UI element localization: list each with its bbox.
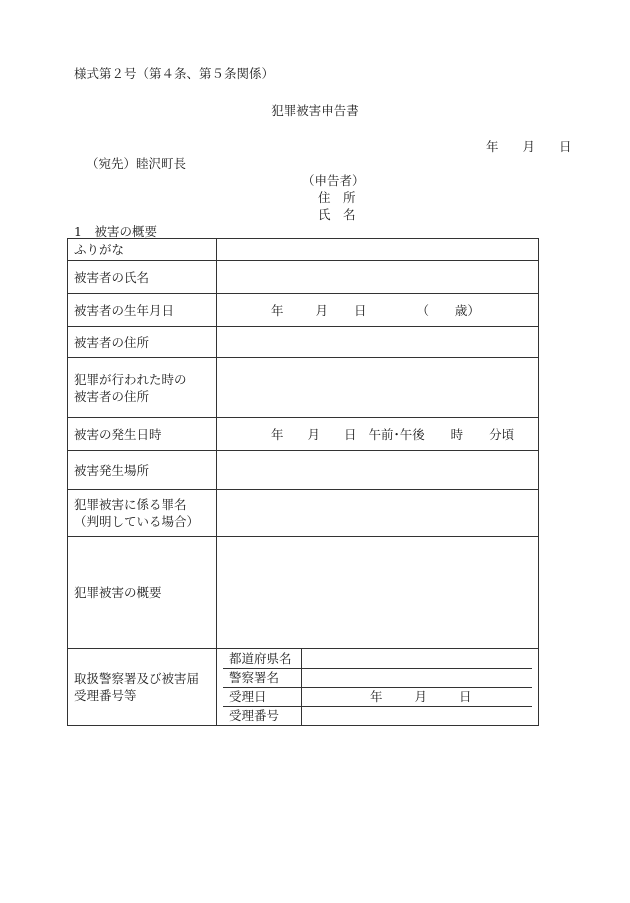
received-number-field[interactable] xyxy=(302,706,533,725)
row-victim-name xyxy=(68,261,539,294)
applicant-address-label: 住 所 xyxy=(318,190,356,205)
received-date-label: 受理日 xyxy=(223,687,302,706)
received-number-label: 受理番号 xyxy=(223,706,302,725)
address-at-time-field[interactable] xyxy=(217,358,539,418)
damage-summary-table xyxy=(67,238,539,726)
row-victim-birthdate xyxy=(68,294,539,327)
applicant-label: （申告者） xyxy=(302,173,365,188)
received-date-field[interactable] xyxy=(302,687,533,706)
age-open: （ xyxy=(416,302,429,318)
crime-name-field[interactable] xyxy=(217,490,539,537)
date-year: 年 xyxy=(486,139,499,154)
birth-day-label: 日 xyxy=(353,302,367,318)
occ-minute-label: 分頃 xyxy=(489,426,515,442)
occ-day-label: 日 xyxy=(343,426,357,442)
crime-name-line2: （判明している場合） xyxy=(74,514,200,529)
victim-address-label: 被害者の住所 xyxy=(68,327,217,358)
occ-year-label: 年 xyxy=(270,426,284,442)
address-at-time-line2: 被害者の住所 xyxy=(74,388,150,404)
prefecture-field[interactable] xyxy=(302,649,533,668)
birth-month-label: 月 xyxy=(315,302,328,318)
birth-year-label: 年 xyxy=(270,302,284,318)
date-day: 日 xyxy=(558,139,572,154)
police-line1: 取扱警察署及び被害届 xyxy=(74,670,200,686)
age-label: 歳） xyxy=(454,302,480,318)
date-month: 月 xyxy=(522,139,535,154)
row-prefecture xyxy=(223,649,532,668)
applicant-name-label: 氏 名 xyxy=(318,207,356,222)
station-label: 警察署名 xyxy=(223,668,302,687)
summary-label: 犯罪被害の概要 xyxy=(68,537,217,649)
row-station xyxy=(223,668,532,687)
occ-hour-label: 時 xyxy=(450,426,464,442)
occ-ampm-label: 午前･午後 xyxy=(368,426,425,442)
row-furigana xyxy=(68,239,539,261)
police-subtable-cell xyxy=(217,649,539,726)
recv-day-label: 日 xyxy=(458,689,472,704)
crime-name-line1: 犯罪被害に係る罪名 xyxy=(74,497,187,512)
furigana-label: ふりがな xyxy=(68,239,217,261)
victim-address-field[interactable] xyxy=(217,327,539,358)
police-line2: 受理番号等 xyxy=(74,687,137,703)
row-crime-name xyxy=(68,490,539,537)
victim-name-label: 被害者の氏名 xyxy=(68,261,217,294)
date-line xyxy=(486,137,571,155)
row-received-date xyxy=(223,687,532,706)
prefecture-label: 都道府県名 xyxy=(223,649,302,668)
row-received-number xyxy=(223,706,532,725)
row-address-at-time xyxy=(68,358,539,418)
row-police xyxy=(68,649,539,726)
police-subtable xyxy=(223,649,532,725)
victim-birthdate-label: 被害者の生年月日 xyxy=(68,294,217,327)
occurrence-datetime-field[interactable] xyxy=(217,418,539,451)
occ-month-label: 月 xyxy=(307,426,320,442)
section-title: 1 被害の概要 xyxy=(74,224,157,239)
address-at-time-line1: 犯罪が行われた時の xyxy=(74,371,187,387)
row-occurrence-place xyxy=(68,451,539,490)
document-title: 犯罪被害申告書 xyxy=(271,103,359,118)
summary-field[interactable] xyxy=(217,537,539,649)
victim-birthdate-field[interactable] xyxy=(217,294,539,327)
address-at-time-label xyxy=(68,358,217,418)
occurrence-place-label: 被害発生場所 xyxy=(68,451,217,490)
police-label xyxy=(68,649,217,726)
station-field[interactable] xyxy=(302,668,533,687)
occurrence-datetime-label: 被害の発生日時 xyxy=(68,418,217,451)
recv-year-label: 年 xyxy=(369,689,383,704)
crime-name-label xyxy=(68,490,217,537)
victim-name-field[interactable] xyxy=(217,261,539,294)
occurrence-place-field[interactable] xyxy=(217,451,539,490)
row-summary xyxy=(68,537,539,649)
form-number: 様式第２号（第４条、第５条関係） xyxy=(74,66,275,81)
furigana-field[interactable] xyxy=(217,239,539,261)
row-occurrence-datetime xyxy=(68,418,539,451)
recv-month-label: 月 xyxy=(414,689,427,704)
recipient: （宛先）睦沢町長 xyxy=(86,156,187,171)
row-victim-address xyxy=(68,327,539,358)
